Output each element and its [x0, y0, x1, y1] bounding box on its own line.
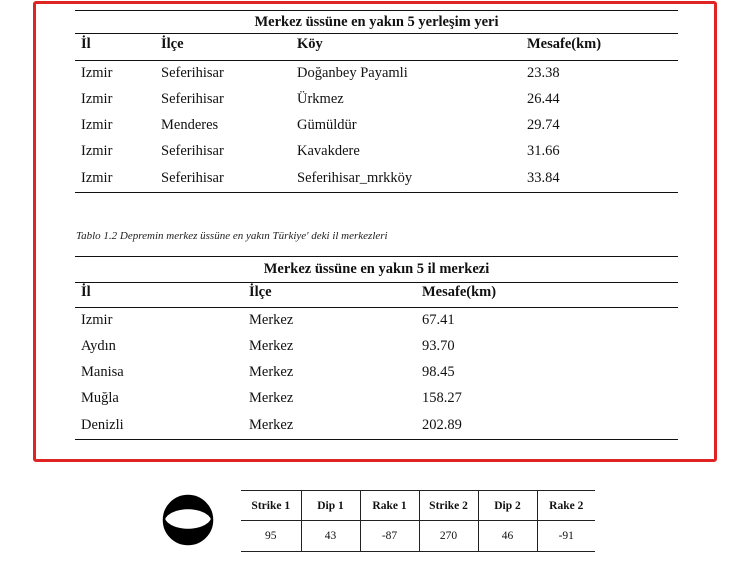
table-cell: Izmir [81, 117, 113, 133]
column-header: İl [75, 283, 243, 308]
column-header: Dip 2 [478, 491, 537, 521]
table-cell: 95 [241, 521, 301, 552]
focal-mechanism-beachball-icon [162, 494, 214, 546]
column-header: Rake 2 [537, 491, 595, 521]
table-cell: 29.74 [527, 117, 560, 133]
column-header: Mesafe(km) [416, 283, 678, 308]
nearest-provinces-table [75, 256, 678, 440]
table-cell: Seferihisar [155, 165, 291, 193]
table-cell: Merkez [249, 338, 294, 354]
column-header: Strike 2 [419, 491, 478, 521]
column-header: İlçe [243, 283, 416, 308]
table-cell: Seferihisar [161, 91, 224, 107]
table-cell: 270 [419, 521, 478, 552]
table-cell: Izmir [81, 91, 113, 107]
table-cell: Merkez [249, 364, 294, 380]
table-cell: Izmir [81, 312, 113, 329]
focal-mechanism-table [241, 490, 595, 552]
table-cell: Doğanbey Payamli [297, 65, 408, 82]
table-cell: -87 [360, 521, 419, 552]
table-cell: 98.45 [422, 364, 455, 380]
table-cell: Manisa [81, 364, 124, 380]
table-cell: -91 [537, 521, 595, 552]
column-header: Strike 1 [241, 491, 301, 521]
column-header: Rake 1 [360, 491, 419, 521]
table-cell: 31.66 [527, 143, 560, 159]
table-row [75, 360, 678, 386]
table-cell: Merkez [243, 412, 416, 440]
table-cell: 46 [478, 521, 537, 552]
table-row [75, 412, 678, 440]
table-row [75, 61, 678, 87]
table-cell: 158.27 [422, 390, 462, 406]
column-header: İlçe [155, 34, 291, 61]
table-row [75, 386, 678, 412]
table-cell: Izmir [75, 165, 155, 193]
table-cell: 23.38 [527, 65, 560, 82]
column-header: Mesafe(km) [521, 34, 678, 61]
table-cell: Seferihisar_mrkköy [291, 165, 521, 193]
table-cell: Denizli [75, 412, 243, 440]
table-cell: Seferihisar [161, 65, 224, 82]
column-header: İl [75, 34, 155, 61]
nearest-settlements-table [75, 10, 678, 193]
table-cell: Seferihisar [161, 143, 224, 159]
table-cell: 26.44 [527, 91, 560, 107]
table-row [75, 308, 678, 334]
table-cell: 67.41 [422, 312, 455, 329]
table-cell: Gümüldür [297, 117, 357, 133]
table-row [75, 113, 678, 139]
table-cell: Merkez [249, 312, 294, 329]
table-title: Merkez üssüne en yakın 5 il merkezi [75, 257, 678, 283]
column-header: Dip 1 [301, 491, 360, 521]
table-cell: 202.89 [416, 412, 678, 440]
table-cell: 33.84 [521, 165, 678, 193]
table-cell: Aydın [81, 338, 116, 354]
table-title: Merkez üssüne en yakın 5 yerleşim yeri [75, 11, 678, 34]
table-cell: Izmir [81, 65, 113, 82]
column-header: Köy [291, 34, 521, 61]
table-row [75, 334, 678, 360]
table-cell: 93.70 [422, 338, 455, 354]
table-cell: Merkez [249, 390, 294, 406]
table-cell: Izmir [81, 143, 113, 159]
table-caption: Tablo 1.2 Depremin merkez üssüne en yakın Türkiye' deki il merkezleri [76, 230, 388, 242]
table-cell: Menderes [161, 117, 219, 133]
table-row [75, 139, 678, 165]
table-cell: 43 [301, 521, 360, 552]
table-cell: Kavakdere [297, 143, 360, 159]
table-row [75, 87, 678, 113]
table-row [241, 521, 595, 552]
table-cell: Ürkmez [297, 91, 344, 107]
table-row [75, 165, 678, 193]
table-cell: Muğla [81, 390, 119, 406]
